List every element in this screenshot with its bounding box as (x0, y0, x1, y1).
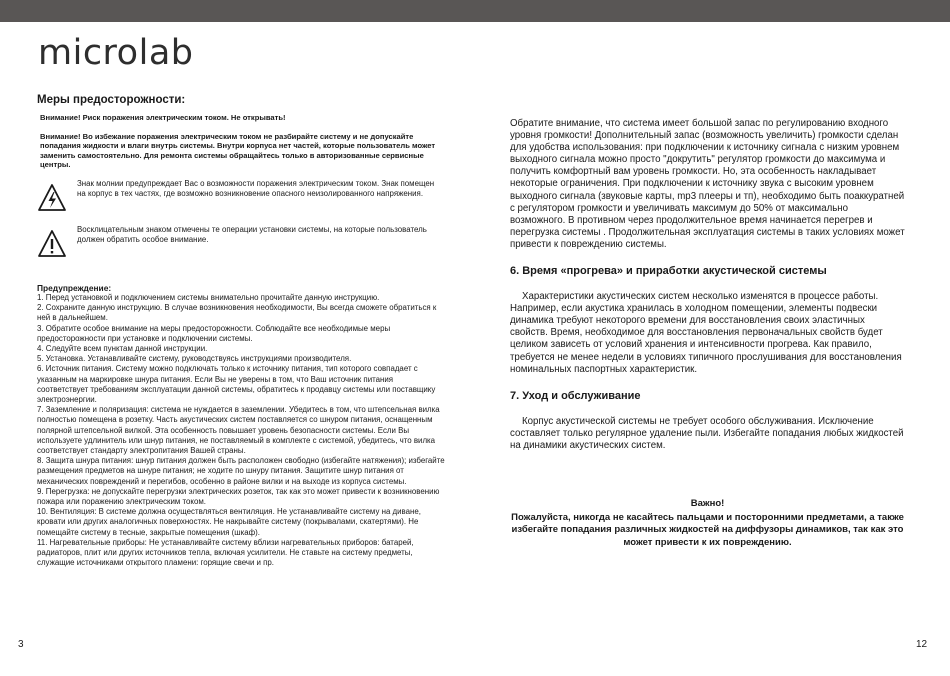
precaution-item: 7. Заземление и поляризация: система не нуждается в заземлении. Убедитесь в том, что штепсельная вилка полностью помещена в розетку. Часть акустических систем поставляется со шнуром питания, оснащенным полярной штепсельной вилкой. Эта особенность повышает уровень безопасности системы. Если Вы используете удлинитель или шнур питания, не поставляемый в комплекте с системой, убедитесь, что вилка соответствует стандарту электропитания Вашей страны. (37, 405, 440, 456)
precautions-list (37, 283, 445, 568)
precaution-item: 5. Установка. Устанавливайте систему, руководствуясь инструкциями производителя. (37, 354, 352, 364)
precaution-item: 9. Перегрузка: не допускайте перегрузки электрических розеток, так как это может привести к возникновению пожара или поражению электрическим током. (37, 486, 440, 507)
section-6-title: 6. Время «прогрева» и приработки акустической системы (510, 265, 827, 278)
shock-warning: Внимание! Риск поражения электрическим током. Не открывать! (40, 113, 286, 122)
right-page (510, 118, 905, 549)
page-number-left: 3 (18, 639, 24, 650)
safety-heading: Меры предосторожности: (37, 94, 186, 106)
precaution-item: 2. Сохраните данную инструкцию. В случае возникновения необходимости, Вы всегда сможете обратиться к ней в дальнейшем. (37, 303, 437, 323)
precaution-item: 6. Источник питания. Систему можно подключать только к источнику питания, тип которого совпадает с указанным на маркировке шнура питания. Если Вы не уверены в том, что Ваш источник питания соответствует требованиям эксплуатации данной системы, обратитесь к продавцу системы или поставщику электроэнергии. (37, 364, 436, 404)
precaution-item: 11. Нагревательные приборы: Не устанавливайте систему вблизи нагревательных приборов: батарей, радиаторов, плит или других источников тепла, включая усилители. Не ставьте на систему предметы, служащие источниками открытого пламени: горящие свечи и пр. (37, 537, 414, 568)
important-text: Пожалуйста, никогда не касайтесь пальцами и посторонними предметами, а также избегайте попадания различных жидкостей на диффузоры динамиков, так как это может привести к их повреждению. (511, 512, 904, 548)
section-6-text: Характеристики акустических систем несколько изменятся в процессе работы. Например, если акустика хранилась в холодном помещении, элементы подвески динамика требуют некоторого времени для восстановления своих эластичных свойств. Время, необходимое для восстановления первоначальных свойств будет целиком зависеть от условий хранения и интенсивности прогрева. Как правило, требуется не менее недели в условиях типичного прослушивания для восстановления номинальных паспортных характеристик. (510, 291, 902, 375)
precaution-item: 10. Вентиляция: В системе должна осуществляться вентиляция. Не устанавливайте систему на диване, кровати или других аналогичных поверхностях. Не накрывайте систему (покрывалами, скатертями). Не помещайте систему в тесные, закрытые помещения (шкаф). (37, 507, 421, 537)
exclamation-symbol-row (37, 225, 445, 259)
precaution-item: 8. Защита шнура питания: шнур питания должен быть расположен свободно (избегайте натяжения); избегайте размещения предметов на шнуре питания; не ходите по шнуру питания. Защитите шнур питания от механических повреждений и перегибов, особенно в районе вилки и на выходе из корпуса системы. (37, 456, 445, 486)
important-title: Важно! (690, 497, 725, 509)
lightning-symbol-text: Знак молнии предупреждает Вас о возможности поражения электрическим током. Знак помещен на корпус в тех частях, где возможно возникновение опасного неизолированного напряжения. (77, 178, 435, 199)
lightning-symbol-row (37, 179, 445, 213)
exclamation-warning-icon (37, 229, 67, 259)
important-notice (510, 498, 905, 549)
volume-reserve-note: Обратите внимание, что система имеет большой запас по регулированию входного уровня громкости! Дополнительный запас (возможность увеличить) громкости сделан для удобства использования: при подключении к источнику сигнала с низким уровнем выходного сигнала можно просто "докрутить" регулятор громкости до максимума и получить комфортный вам уровень громкости. Но, эта особенность накладывает некоторые ограничения. При подключении к источнику звука с высоким уровнем выходного сигнала (звуковые карты, mp3 плееры и тп), необходимо быть поаккуратней с регулятором громкости и увеличивать максимум до 50% от максимально возможного. В противном через продолжительное время начинается перегрев и перегрузка системы . Продолжительная эксплуатация системы в таких условиях может привести к повреждению системы. (510, 118, 905, 250)
section-7-title: 7. Уход и обслуживание (510, 389, 641, 402)
exclamation-symbol-text: Восклицательным знаком отмечены те операции установки системы, на которые пользователь должен обратить особое внимание. (77, 224, 427, 245)
precaution-item: 3. Обратите особое внимание на меры предосторожности. Соблюдайте все необходимые меры предосторожности при установке и подключении системы. (37, 323, 391, 343)
precaution-item: 4. Следуйте всем пунктам данной инструкции. (37, 343, 208, 353)
brand-logo: microlab (38, 33, 194, 73)
lightning-warning-icon (37, 183, 67, 213)
section-7-text: Корпус акустической системы не требует особого обслуживания. Исключение составляет только регулярное удаление пыли. Избегайте попадания любых жидкостей на динамики акустических систем. (510, 415, 904, 451)
page-number-right: 12 (916, 639, 928, 650)
top-bar (0, 0, 950, 22)
left-page (37, 94, 445, 568)
precaution-item: 1. Перед установкой и подключением системы внимательно прочитайте данную инструкцию. (37, 292, 380, 302)
disassembly-warning: Внимание! Во избежание поражения электрическим током не разбирайте систему и не допускайте попадания жидкости и влаги внутрь системы. Внутри корпуса нет частей, которые пользователь может заменить самостоятельно. Для ремонта системы обращайтесь только в авторизованные сервисные центры. (40, 131, 436, 170)
precautions-title: Предупреждение: (37, 282, 112, 293)
